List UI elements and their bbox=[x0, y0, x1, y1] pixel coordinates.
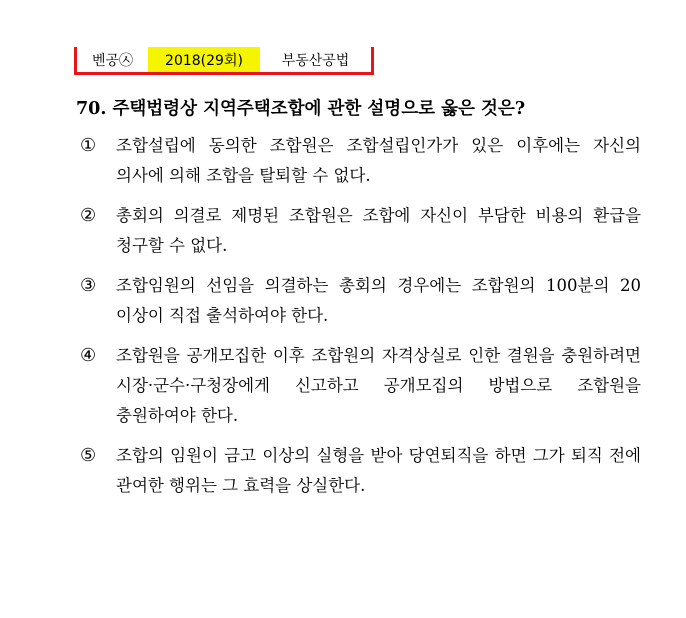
choice-marker: ⑤ bbox=[80, 445, 97, 466]
question-title bbox=[76, 96, 641, 123]
choice-4[interactable] bbox=[76, 341, 641, 431]
subject-tag: 부동산공법 bbox=[260, 47, 374, 72]
choice-1[interactable] bbox=[76, 131, 641, 191]
question-number: 70. bbox=[76, 99, 107, 119]
choice-text: 조합임원의 선임을 의결하는 총회의 경우에는 조합원의 100분의 20 이상이 직접 출석하여야 한다. bbox=[116, 276, 641, 325]
question-block bbox=[76, 96, 641, 511]
choice-text: 조합원을 공개모집한 이후 조합원의 자격상실로 인한 결원을 충원하려면 시장·군수·구청장에게 신고하고 공개모집의 방법으로 조합원을 충원하여야 한다. bbox=[116, 346, 641, 425]
choice-text: 총회의 의결로 제명된 조합원은 조합에 자신이 부담한 비용의 환급을 청구할 수 없다. bbox=[116, 206, 641, 255]
choice-marker: ② bbox=[80, 205, 97, 226]
exam-year-tag: 2018(29회) bbox=[148, 47, 260, 72]
choice-text: 조합의 임원이 금고 이상의 실형을 받아 당연퇴직을 하면 그가 퇴직 전에 관여한 행위는 그 효력을 상실한다. bbox=[116, 446, 641, 495]
brand-tag: 벤공㉦ bbox=[74, 47, 148, 72]
choice-marker: ③ bbox=[80, 275, 97, 296]
choice-marker: ① bbox=[80, 135, 97, 156]
header-tag-bar bbox=[74, 47, 374, 75]
choice-text: 조합설립에 동의한 조합원은 조합설립인가가 있은 이후에는 자신의 의사에 의해 조합을 탈퇴할 수 없다. bbox=[116, 136, 641, 185]
choice-marker: ④ bbox=[80, 345, 97, 366]
question-text: 주택법령상 지역주택조합에 관한 설명으로 옳은 것은? bbox=[112, 99, 526, 119]
choice-2[interactable] bbox=[76, 201, 641, 261]
choice-3[interactable] bbox=[76, 271, 641, 331]
choice-5[interactable] bbox=[76, 441, 641, 501]
